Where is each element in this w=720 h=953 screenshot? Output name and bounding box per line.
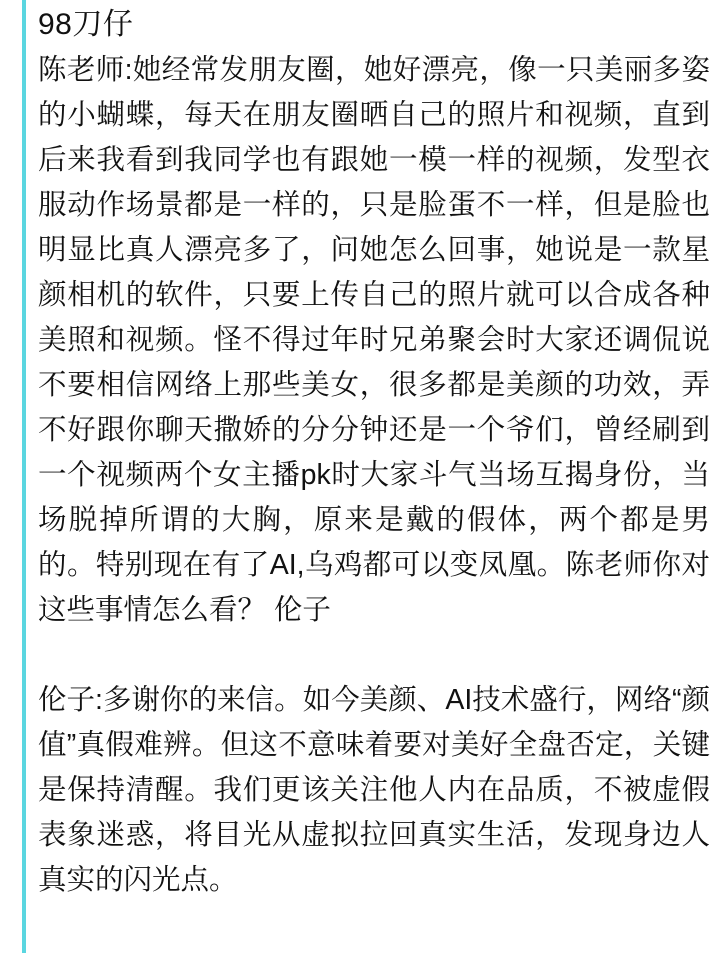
question-paragraph: 陈老师:她经常发朋友圈，她好漂亮，像一只美丽多姿的小蝴蝶，每天在朋友圈晒自己的照片和视频，直到后来我看到我同学也有跟她一模一样的视频，发型衣服动作场景都是一样的，只是脸蛋不一样，但是脸也明显比真人漂亮多了，问她怎么回事，她说是一款星颜相机的软件，只要上传自己的照片就可以合成各种美照和视频。怪不得过年时兄弟聚会时大家还调侃说不要相信网络上那些美女，很多都是美颜的功效，弄不好跟你聊天撒娇的分分钟还是一个爷们，曾经刷到一个视频两个女主播pk时大家斗气当场互揭身份，当场脱掉所谓的大胸，原来是戴的假体，两个都是男的。特别现在有了AI,乌鸡都可以变凤凰。陈老师你对这些事情怎么看？ 伦子 bbox=[38, 54, 710, 626]
page-title: 98刀仔 bbox=[38, 8, 134, 41]
answer-paragraph: 伦子:多谢你的来信。如今美颜、AI技术盛行，网络“颜值”真假难辨。但这不意味着要对美好全盘否定，关键是保持清醒。我们更该关注他人内在品质，不被虚假表象迷惑，将目光从虚拟拉回真实生活，发现身边人真实的闪光点。 bbox=[38, 684, 710, 896]
left-accent-rule bbox=[22, 0, 26, 953]
document-content bbox=[38, 0, 710, 903]
